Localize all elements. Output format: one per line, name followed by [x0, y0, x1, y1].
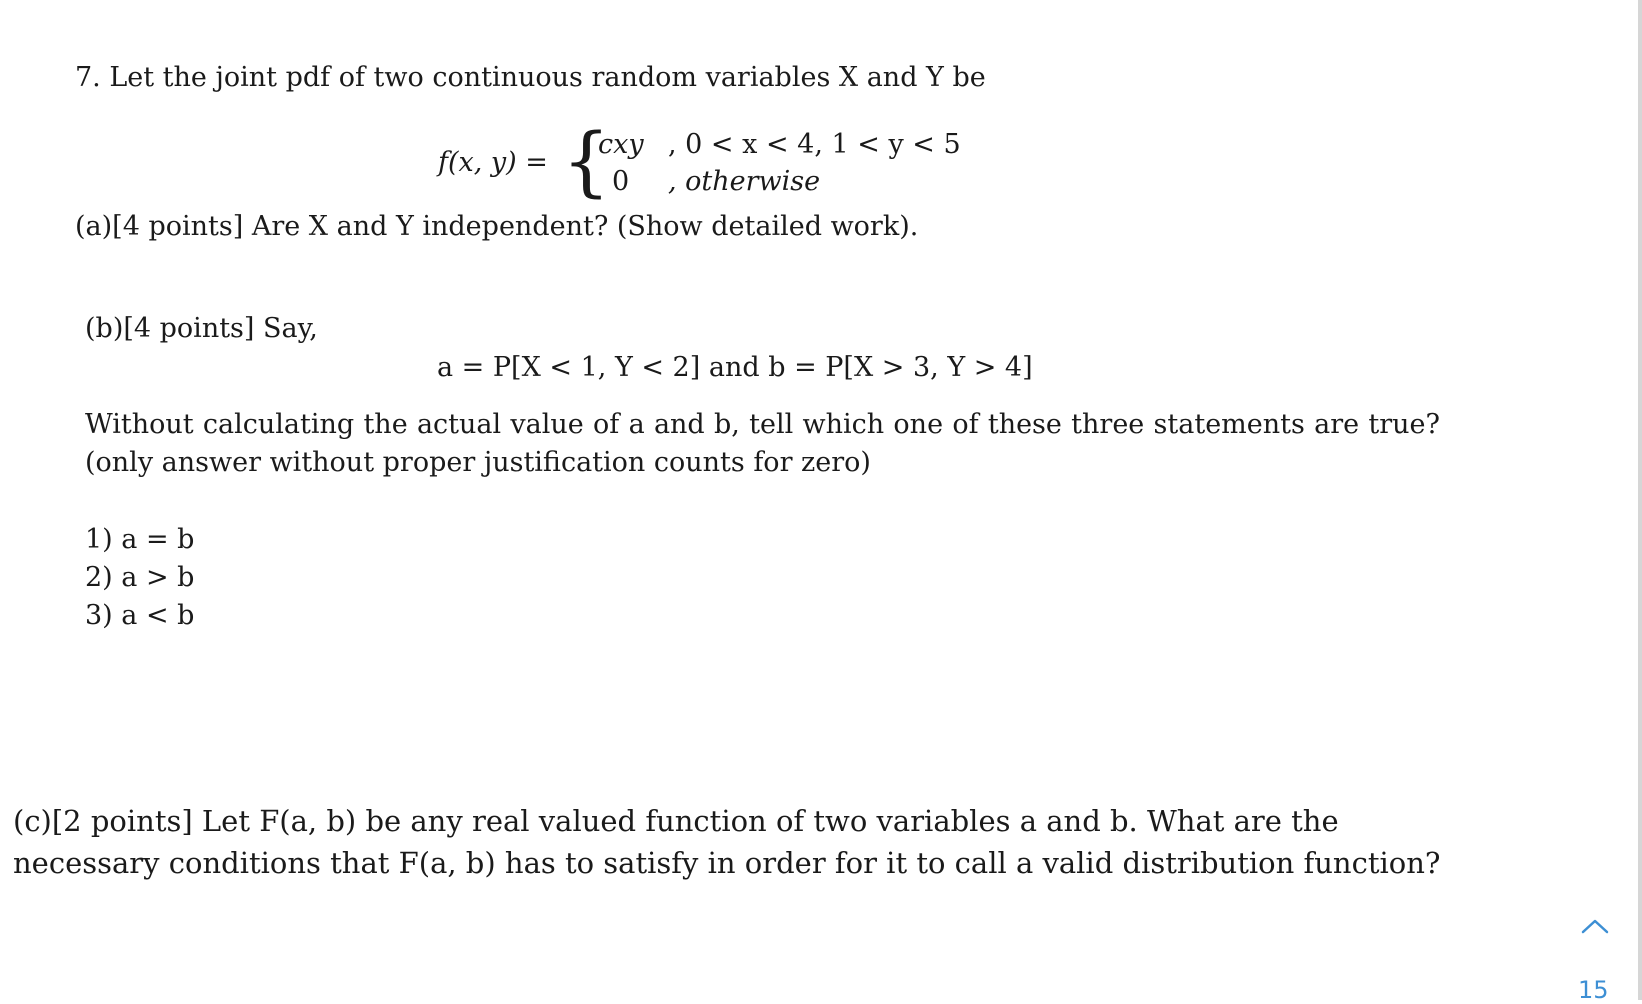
- chevron-up-icon[interactable]: [1575, 912, 1615, 940]
- part-b-heading: (b)[4 points] Say,: [85, 313, 318, 344]
- case1-condition: , 0 < x < 4, 1 < y < 5: [668, 129, 961, 160]
- part-b-definition: a = P[X < 1, Y < 2] and b = P[X > 3, Y > 4]: [437, 352, 1033, 383]
- part-a-text: (a)[4 points] Are X and Y independent? (Show detailed work).: [75, 211, 919, 242]
- cases-brace: {: [562, 116, 611, 205]
- problem-intro: 7. Let the joint pdf of two continuous random variables X and Y be: [75, 62, 986, 93]
- page-number: 15: [1578, 976, 1609, 1004]
- option-2: 2) a > b: [85, 562, 195, 593]
- vertical-scrollbar[interactable]: [1638, 0, 1642, 1000]
- part-c-text: (c)[2 points] Let F(a, b) be any real valued function of two variables a and b. What are the necessary conditions that F(a, b) has to satisfy in order for it to call a valid distribution function?: [13, 804, 1441, 880]
- function-lhs: f(x, y) =: [438, 147, 548, 178]
- case2-expression: 0: [612, 166, 630, 197]
- case2-condition: , otherwise: [668, 166, 821, 197]
- option-3: 3) a < b: [85, 600, 195, 631]
- case1-expression: cxy: [598, 129, 644, 160]
- part-b-question: Without calculating the actual value of a and b, tell which one of these three statements are true?(only answer without proper justification counts for zero): [85, 409, 1440, 478]
- option-1: 1) a = b: [85, 524, 195, 555]
